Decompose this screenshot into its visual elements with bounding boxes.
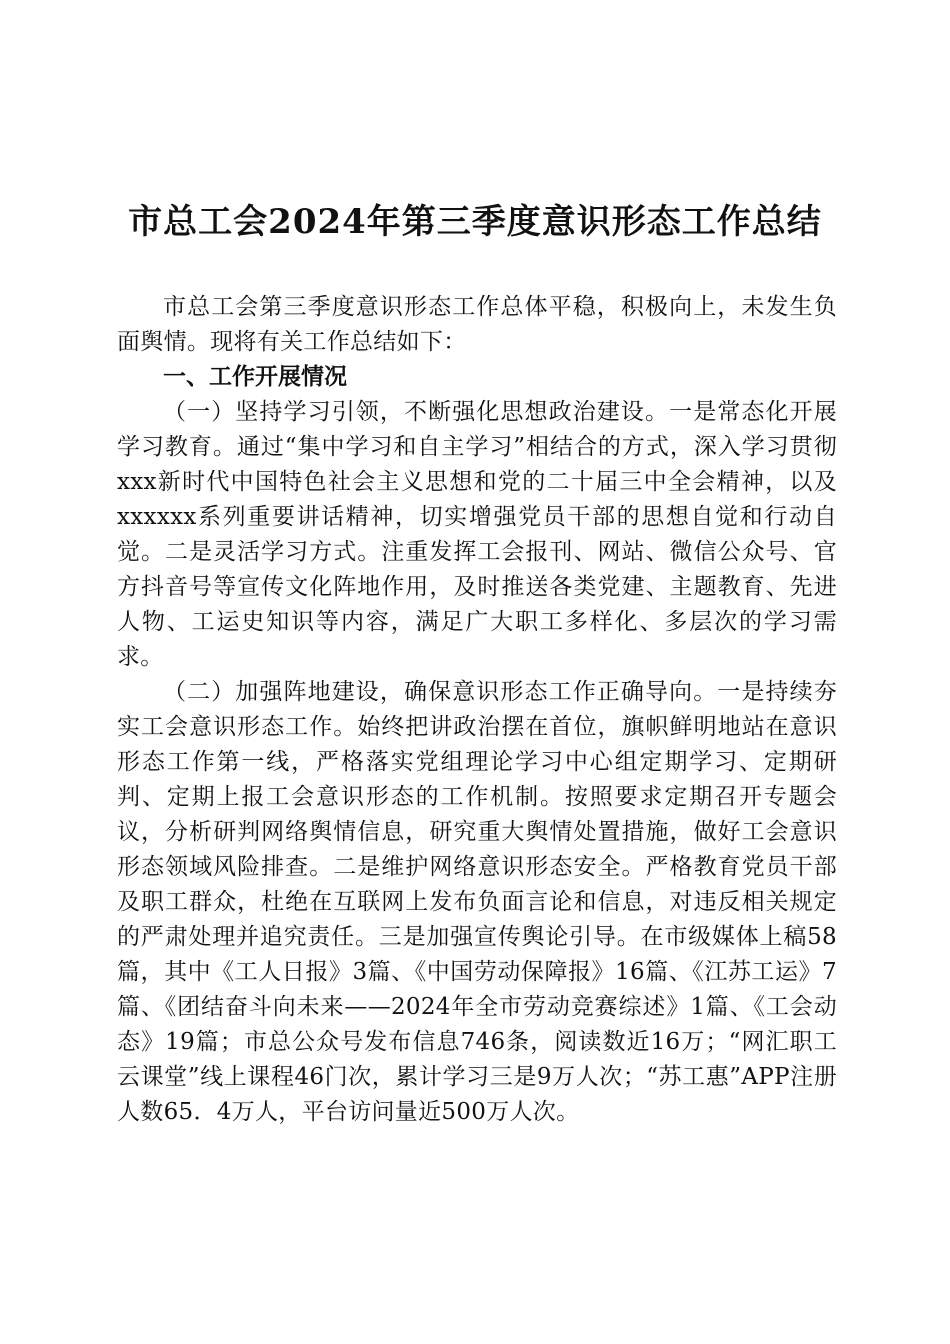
document-body [117, 290, 837, 1130]
section-heading: 一、工作开展情况 [163, 364, 347, 390]
document-title: 市总工会2024年第三季度意识形态工作总结 [128, 202, 822, 242]
intro-paragraph: 市总工会第三季度意识形态工作总体平稳，积极向上，未发生负面舆情。现将有关工作总结如下： [117, 294, 837, 355]
paragraph-study-guidance: （一）坚持学习引领，不断强化思想政治建设。一是常态化开展学习教育。通过“集中学习和自主学习”相结合的方式，深入学习贯彻xxx新时代中国特色社会主义思想和党的二十届三中全会精神，以及xxxxxx系列重要讲话精神，切实增强党员干部的思想自觉和行动自觉。二是灵活学习方式。注重发挥工会报刊、网站、微信公众号、官方抖音号等宣传文化阵地作用，及时推送各类党建、主题教育、先进人物、工运史知识等内容，满足广大职工多样化、多层次的学习需求。 [117, 399, 837, 670]
paragraph-position-building: （二）加强阵地建设，确保意识形态工作正确导向。一是持续夯实工会意识形态工作。始终把讲政治摆在首位，旗帜鲜明地站在意识形态工作第一线，严格落实党组理论学习中心组定期学习、定期研判、定期上报工会意识形态的工作机制。按照要求定期召开专题会议，分析研判网络舆情信息，研究重大舆情处置措施，做好工会意识形态领域风险排查。二是维护网络意识形态安全。严格教育党员干部及职工群众，杜绝在互联网上发布负面言论和信息，对违反相关规定的严肃处理并追究责任。三是加强宣传舆论引导。在市级媒体上稿58篇，其中《工人日报》3篇、《中国劳动保障报》16篇、《江苏工运》7篇、《团结奋斗向未来——2024年全市劳动竞赛综述》1篇、《工会动态》19篇；市总公众号发布信息746条，阅读数近16万；“网汇职工云课堂”线上课程46门次，累计学习三是9万人次；“苏工惠”APP注册人数65．4万人，平台访问量近500万人次。 [117, 679, 837, 1125]
